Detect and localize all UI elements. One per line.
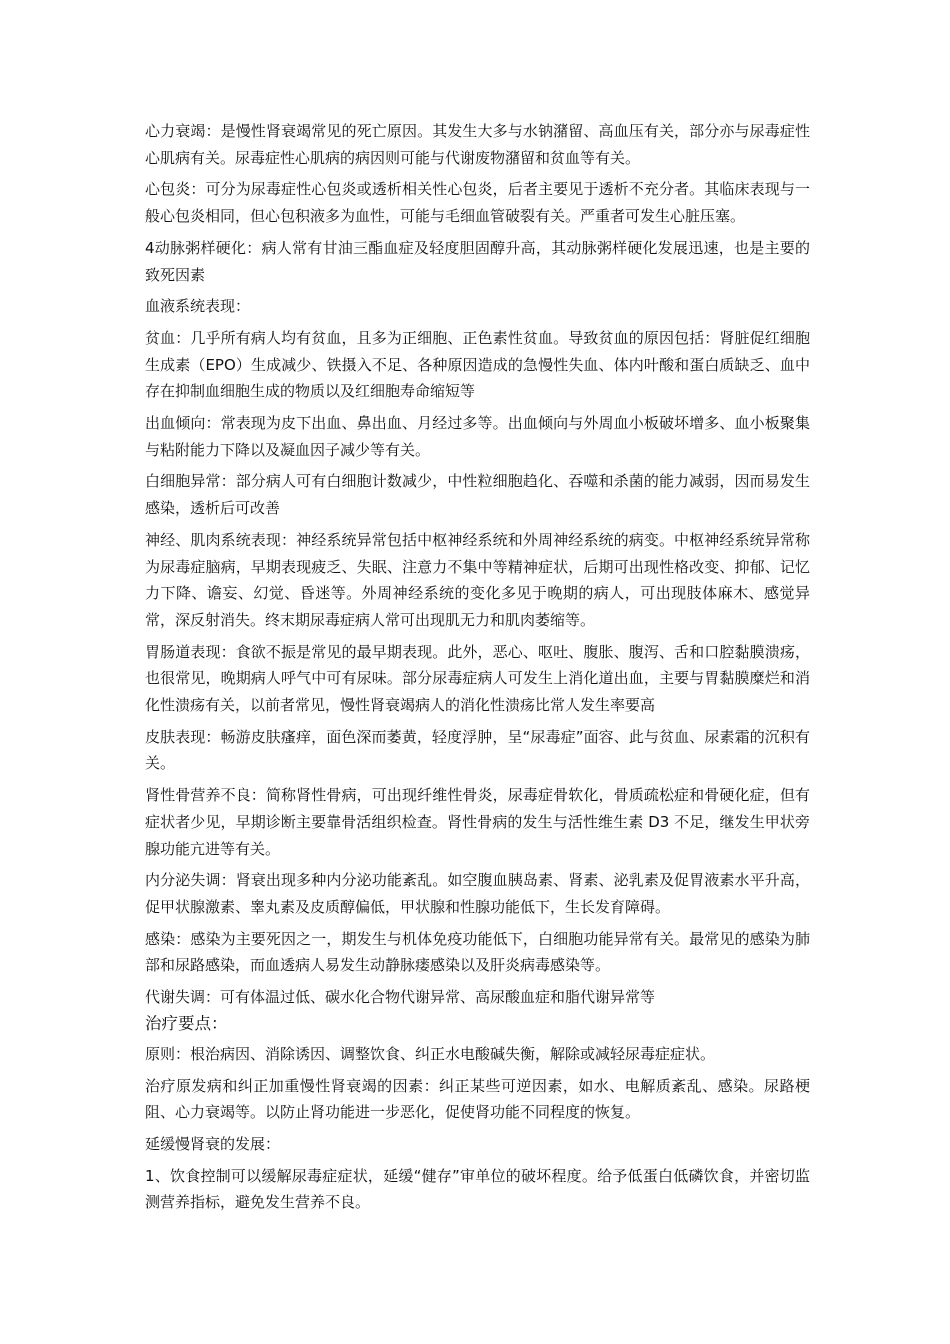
paragraph-diet-control: 1、饮食控制可以缓解尿毒症症状，延缓“健存”审单位的破坏程度。给予低蛋白低磷饮食，并密切监测营养指标，避免发生营养不良。 — [145, 1166, 810, 1212]
paragraph-delay-progression: 延缓慢肾衰的发展： — [145, 1134, 281, 1153]
paragraph-heart-failure: 心力衰竭：是慢性肾衰竭常见的死亡原因。其发生大多与水钠潴留、高血压有关，部分亦与尿毒症性心肌病有关。尿毒症性心肌病的病因则可能与代谢废物潴留和贫血等有关。 — [145, 122, 810, 167]
paragraph-blood-system: 血液系统表现： — [145, 297, 251, 316]
paragraph-treatment-principle: 原则：根治病因、消除诱因、调整饮食、纠正水电酸碱失衡，解除或减轻尿毒症症状。 — [145, 1044, 716, 1063]
paragraph-infection: 感染：感染为主要死因之一，期发生与机体免疫功能低下，白细胞功能异常有关。最常见的感染为肺部和尿路感染，而血透病人易发生动静脉瘘感染以及肝炎病毒感染等。 — [145, 929, 810, 975]
paragraph-anemia: 贫血：几乎所有病人均有贫血，且多为正细胞、正色素性贫血。导致贫血的原因包括：肾脏促红细胞生成素（EPO）生成减少、铁摄入不足、各种原因造成的急慢性失血、体内叶酸和蛋白质缺乏、血中存在抑制血细胞生成的物质以及红细胞寿命缩短等 — [145, 328, 810, 401]
paragraph-gastrointestinal: 胃肠道表现：食欲不振是常见的最早期表现。此外，恶心、呕吐、腹胀、腹泻、舌和口腔黏膜溃疡，也很常见，晚期病人呼气中可有尿味。部分尿毒症病人可发生上消化道出血，主要与胃黏膜糜烂和消化性溃疡有关，以前者常见，慢性肾衰竭病人的消化性溃疡比常人发生率要高 — [145, 642, 810, 715]
paragraph-pericarditis: 心包炎：可分为尿毒症性心包炎或透析相关性心包炎，后者主要见于透析不充分者。其临床表现与一般心包炎相同，但心包积液多为血性，可能与毛细血管破裂有关。严重者可发生心脏压塞。 — [145, 180, 810, 226]
paragraph-metabolism: 代谢失调：可有体温过低、碳水化合物代谢异常、高尿酸血症和脂代谢异常等 — [145, 988, 656, 1007]
paragraph-white-cells: 白细胞异常：部分病人可有白细胞计数减少，中性粒细胞趋化、吞噬和杀菌的能力减弱，因而易发生感染，透析后可改善 — [145, 472, 810, 518]
paragraph-skin: 皮肤表现：畅游皮肤瘙痒，面色深而萎黄，轻度浮肿，呈“尿毒症”面容、此与贫血、尿素霜的沉积有关。 — [145, 727, 810, 773]
paragraph-endocrine: 内分泌失调：肾衰出现多种内分泌功能紊乱。如空腹血胰岛素、肾素、泌乳素及促胃液素水平升高，促甲状腺激素、睾丸素及皮质醇偏低，甲状腺和性腺功能低下，生长发育障碍。 — [145, 871, 810, 916]
paragraph-renal-osteodystrophy: 肾性骨营养不良：简称肾性骨病，可出现纤维性骨炎，尿毒症骨软化，骨质疏松症和骨硬化症，但有症状者少见，早期诊断主要靠骨活组织检查。肾性骨病的发生与活性维生素 D3 不足，继发生甲状旁腺功能亢进等有关。 — [145, 786, 810, 858]
paragraph-treatment-primary: 治疗原发病和纠正加重慢性肾衰竭的因素：纠正某些可逆因素，如水、电解质紊乱、感染。尿路梗阻、心力衰竭等。以防止肾功能进一步恶化，促使肾功能不同程度的恢复。 — [145, 1076, 810, 1122]
document-body — [145, 118, 810, 1221]
paragraph-atherosclerosis: 4动脉粥样硬化：病人常有甘油三酯血症及轻度胆固醇升高，其动脉粥样硬化发展迅速，也是主要的致死因素 — [145, 238, 810, 284]
paragraph-nervous-system: 神经、肌肉系统表现：神经系统异常包括中枢神经系统和外周神经系统的病变。中枢神经系统异常称为尿毒症脑病，早期表现疲乏、失眠、注意力不集中等精神症状，后期可出现性格改变、抑郁、记忆力下降、谵妄、幻觉、昏迷等。外周神经系统的变化多见于晚期的病人，可出现肢体麻木、感觉异常，深反射消失。终末期尿毒症病人常可出现肌无力和肌肉萎缩等。 — [145, 530, 810, 629]
paragraph-bleeding: 出血倾向：常表现为皮下出血、鼻出血、月经过多等。出血倾向与外周血小板破坏增多、血小板聚集与粘附能力下降以及凝血因子减少等有关。 — [145, 414, 810, 459]
treatment-heading: 治疗要点： — [145, 1013, 228, 1033]
